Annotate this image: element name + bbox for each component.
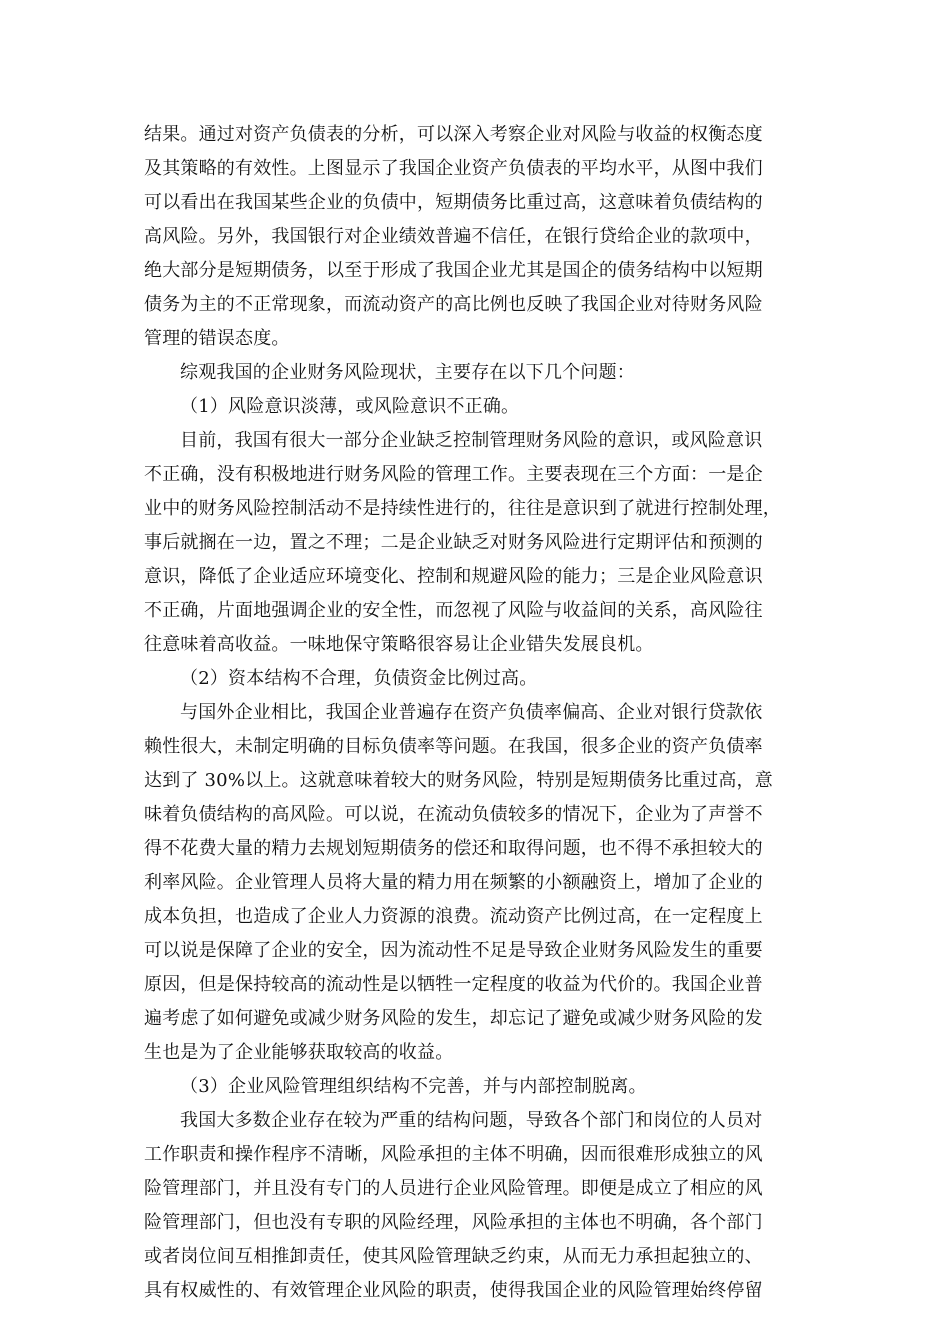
text-line: 不正确，没有积极地进行财务风险的管理工作。主要表现在三个方面：一是企	[144, 464, 763, 485]
text-line: 工作职责和操作程序不清晰，风险承担的主体不明确，因而很难形成独立的风	[144, 1144, 763, 1165]
text-line: 利率风险。企业管理人员将大量的精力用在频繁的小额融资上，增加了企业的	[144, 872, 763, 893]
text-line: 结果。通过对资产负债表的分析，可以深入考察企业对风险与收益的权衡态度	[144, 124, 763, 145]
text-line: 险管理部门，并且没有专门的人员进行企业风险管理。即便是成立了相应的风	[144, 1178, 763, 1199]
text-line: 管理的错误态度。	[144, 328, 290, 349]
text-line: 意识，降低了企业适应环境变化、控制和规避风险的能力；三是企业风险意识	[144, 566, 763, 587]
section-heading-1: （1）风险意识淡薄，或风险意识不正确。	[180, 396, 520, 417]
text-line: 遍考虑了如何避免或减少财务风险的发生，却忘记了避免或减少财务风险的发	[144, 1008, 763, 1029]
text-line: 或者岗位间互相推卸责任，使其风险管理缺乏约束，从而无力承担起独立的、	[144, 1246, 763, 1267]
text-line: 生也是为了企业能够获取较高的收益。	[144, 1042, 454, 1063]
text-line: 险管理部门，但也没有专职的风险经理，风险承担的主体也不明确，各个部门	[144, 1212, 763, 1233]
paragraph-start-line: 与国外企业相比，我国企业普遍存在资产负债率偏高、企业对银行贷款依	[180, 702, 763, 723]
text-line: 业中的财务风险控制活动不是持续性进行的，往往是意识到了就进行控制处理，	[144, 498, 781, 519]
text-line: 高风险。另外，我国银行对企业绩效普遍不信任，在银行贷给企业的款项中，	[144, 226, 763, 247]
section-heading-3: （3）企业风险管理组织结构不完善，并与内部控制脱离。	[180, 1076, 647, 1097]
document-body	[144, 118, 820, 1308]
paragraph-start-line: 目前，我国有很大一部分企业缺乏控制管理财务风险的意识，或风险意识	[180, 430, 763, 451]
text-line: 债务为主的不正常现象，而流动资产的高比例也反映了我国企业对待财务风险	[144, 294, 763, 315]
text-line: 赖性很大，未制定明确的目标负债率等问题。在我国，很多企业的资产负债率	[144, 736, 763, 757]
text-line: 及其策略的有效性。上图显示了我国企业资产负债表的平均水平，从图中我们	[144, 158, 763, 179]
text-line: 可以说是保障了企业的安全，因为流动性不足是导致企业财务风险发生的重要	[144, 940, 763, 961]
text-line: 往意味着高收益。一味地保守策略很容易让企业错失发展良机。	[144, 634, 654, 655]
text-line: 绝大部分是短期债务，以至于形成了我国企业尤其是国企的债务结构中以短期	[144, 260, 763, 281]
text-line: 事后就搁在一边，置之不理；二是企业缺乏对财务风险进行定期评估和预测的	[144, 532, 763, 553]
paragraph-start-line: 综观我国的企业财务风险现状，主要存在以下几个问题：	[180, 362, 635, 383]
text-line: 具有权威性的、有效管理企业风险的职责，使得我国企业的风险管理始终停留	[144, 1280, 763, 1301]
text-line: 得不花费大量的精力去规划短期债务的偿还和取得问题，也不得不承担较大的	[144, 838, 763, 859]
text-line: 达到了 30%以上。这就意味着较大的财务风险，特别是短期债务比重过高，意	[144, 770, 773, 791]
text-line: 原因，但是保持较高的流动性是以牺牲一定程度的收益为代价的。我国企业普	[144, 974, 763, 995]
text-line: 成本负担，也造成了企业人力资源的浪费。流动资产比例过高，在一定程度上	[144, 906, 763, 927]
text-line: 不正确，片面地强调企业的安全性，而忽视了风险与收益间的关系，高风险往	[144, 600, 763, 621]
text-line: 味着负债结构的高风险。可以说，在流动负债较多的情况下，企业为了声誉不	[144, 804, 763, 825]
text-line: 可以看出在我国某些企业的负债中，短期债务比重过高，这意味着负债结构的	[144, 192, 763, 213]
paragraph-start-line: 我国大多数企业存在较为严重的结构问题，导致各个部门和岗位的人员对	[180, 1110, 763, 1131]
section-heading-2: （2）资本结构不合理，负债资金比例过高。	[180, 668, 538, 689]
